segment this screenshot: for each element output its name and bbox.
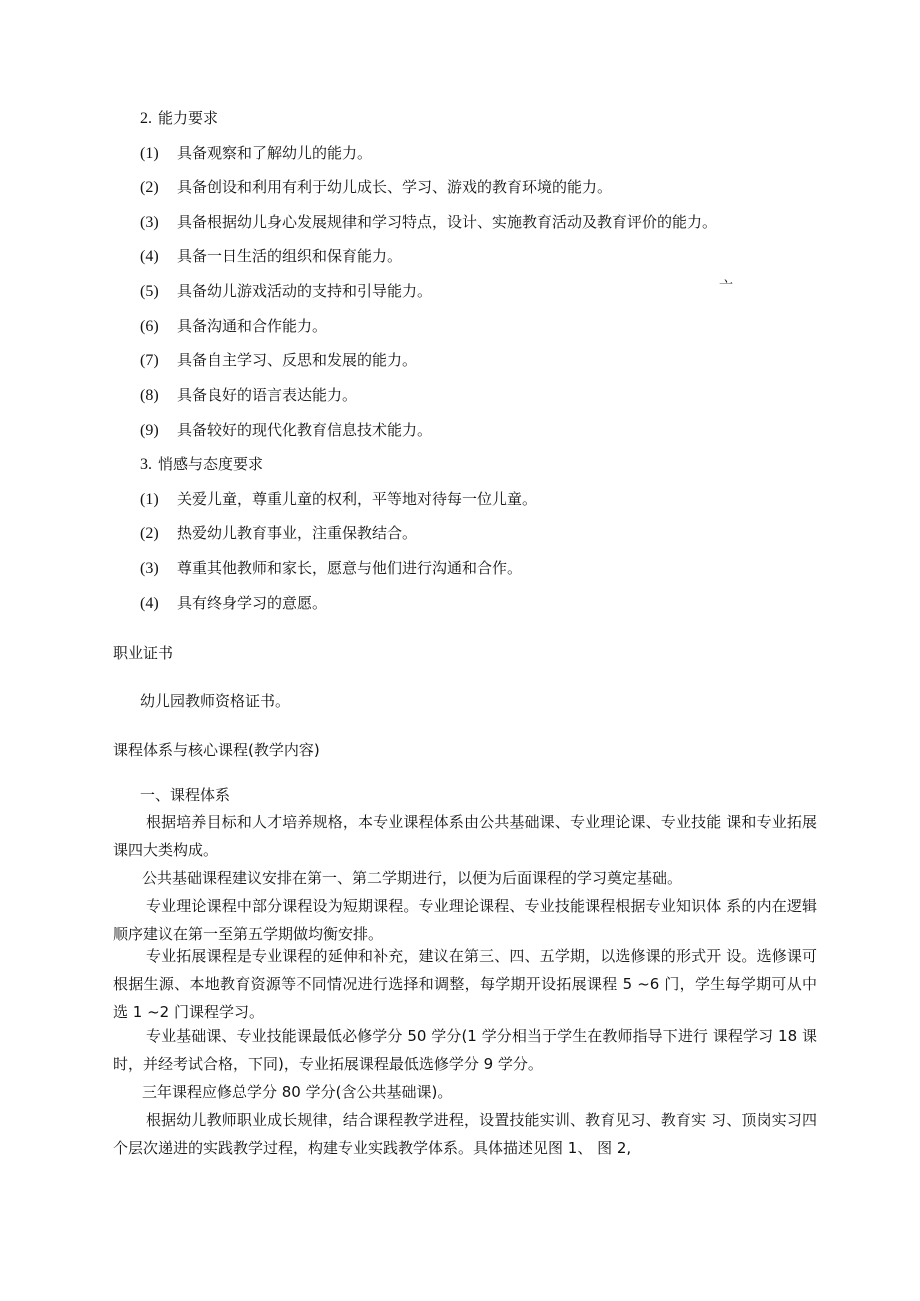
item-text: 关爱儿童，尊重儿童的权利，平等地对待每一位儿童。 <box>177 490 538 508</box>
ability-heading-text: 能力要求 <box>158 109 219 127</box>
ability-heading <box>140 107 218 130</box>
attitude-heading <box>140 453 263 476</box>
item-number: (5) <box>140 283 159 300</box>
margin-mark: 亠 <box>719 279 733 295</box>
curriculum-paragraph-7: 根据幼儿教师职业成长规律，结合课程教学进程，设置技能实训、教育见习、教育实 习、顶岗实习四个层次递进的实践教学过程，构建专业实践教学体系。具体描述见图 1、 图 2, <box>113 1111 817 1157</box>
item-text: 尊重其他教师和家长，愿意与他们进行沟通和合作。 <box>177 559 523 577</box>
attitude-item-2 <box>140 522 417 545</box>
attitude-item-4 <box>140 592 327 615</box>
item-number: (9) <box>140 422 159 439</box>
item-number: (8) <box>140 387 159 404</box>
curriculum-title: 课程体系与核心课程(教学内容) <box>113 741 320 759</box>
attitude-heading-number: 3. <box>140 456 152 473</box>
item-text: 具备创设和利用有利于幼儿成长、学习、游戏的教育环境的能力。 <box>177 178 613 196</box>
item-number: (1) <box>140 491 159 508</box>
curriculum-paragraph-6: 三年课程应修总学分 80 学分(含公共基础课)。 <box>142 1083 453 1101</box>
curriculum-paragraph-3: 专业理论课程中部分课程设为短期课程。专业理论课程、专业技能课程根据专业知识体 系的内在逻辑顺序建议在第一至第五学期做均衡安排。 <box>113 897 817 943</box>
item-text: 具备根据幼儿身心发展规律和学习特点，设计、实施教育活动及教育评价的能力。 <box>177 213 718 231</box>
curriculum-subtitle: 一、课程体系 <box>140 786 231 804</box>
item-text: 具备较好的现代化教育信息技术能力。 <box>177 421 433 439</box>
item-text: 具备一日生活的组织和保育能力。 <box>177 247 403 265</box>
curriculum-paragraph-5: 专业基础课、专业技能课最低必修学分 50 学分(1 学分相当于学生在教师指导下进行 课程学习 18 课时，并经考试合格，下同)，专业拓展课程最低选修学分 9 学分。 <box>113 1027 817 1073</box>
item-text: 具备观察和了解幼儿的能力。 <box>177 144 373 162</box>
attitude-item-1 <box>140 488 537 511</box>
attitude-item-3 <box>140 557 522 580</box>
item-number: (6) <box>140 318 159 335</box>
item-text: 具有终身学习的意愿。 <box>177 594 328 612</box>
item-number: (4) <box>140 595 159 612</box>
ability-item-5 <box>140 280 432 303</box>
ability-item-3 <box>140 211 717 234</box>
item-number: (7) <box>140 352 159 369</box>
ability-item-2 <box>140 176 612 199</box>
item-number: (1) <box>140 145 159 162</box>
curriculum-paragraph-4: 专业拓展课程是专业课程的延伸和补充，建议在第三、四、五学期，以选修课的形式开 设。选修课可根据生源、本地教育资源等不同情况进行选择和调整，每学期开设拓展课程 5 ~6 门，学生每学期可从中选 1 ~2 门课程学习。 <box>113 947 817 1021</box>
ability-item-9 <box>140 419 432 442</box>
item-number: (3) <box>140 214 159 231</box>
certificate-title: 职业证书 <box>113 644 174 662</box>
item-text: 具备幼儿游戏活动的支持和引导能力。 <box>177 282 433 300</box>
ability-item-6 <box>140 315 327 338</box>
certificate-text: 幼儿园教师资格证书。 <box>140 692 291 710</box>
item-number: (2) <box>140 179 159 196</box>
item-text: 具备沟通和合作能力。 <box>177 317 328 335</box>
item-number: (2) <box>140 525 159 542</box>
item-text: 具备自主学习、反思和发展的能力。 <box>177 351 418 369</box>
ability-item-8 <box>140 384 357 407</box>
item-text: 热爱幼儿教育事业，注重保教结合。 <box>177 524 418 542</box>
ability-item-1 <box>140 142 372 165</box>
item-number: (3) <box>140 560 159 577</box>
curriculum-paragraph-2: 公共基础课程建议安排在第一、第二学期进行，以便为后面课程的学习奠定基础。 <box>142 869 683 887</box>
ability-heading-number: 2. <box>140 110 152 127</box>
ability-item-4 <box>140 245 402 268</box>
attitude-heading-text: 悄感与态度要求 <box>158 455 264 473</box>
item-text: 具备良好的语言表达能力。 <box>177 386 358 404</box>
item-number: (4) <box>140 248 159 265</box>
curriculum-paragraph-1: 根据培养目标和人才培养规格，本专业课程体系由公共基础课、专业理论课、专业技能 课和专业拓展课四大类构成。 <box>113 813 817 859</box>
ability-item-7 <box>140 349 417 372</box>
